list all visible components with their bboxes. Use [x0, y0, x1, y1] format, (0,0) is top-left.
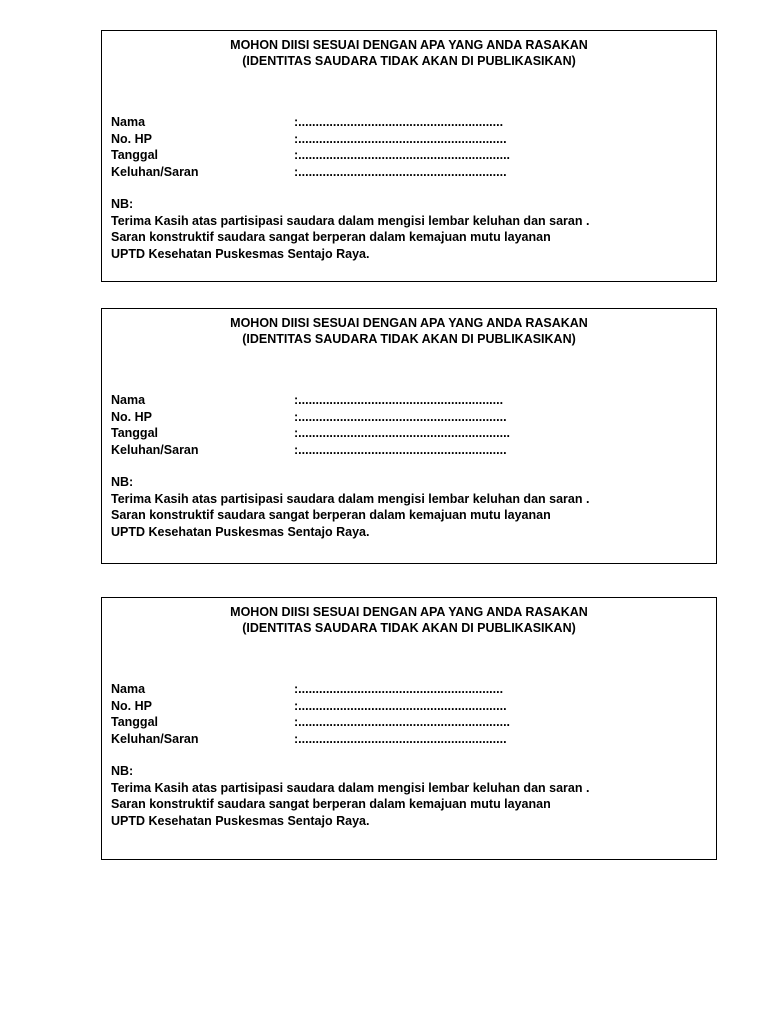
- field-label-keluhan-saran: Keluhan/Saran: [111, 442, 199, 457]
- field-row-keluhan-saran: [111, 442, 706, 459]
- note-line3: UPTD Kesehatan Puskesmas Sentajo Raya.: [111, 813, 370, 828]
- form-fields: [111, 114, 706, 180]
- form-note: [111, 196, 706, 262]
- form-header-line2: (IDENTITAS SAUDARA TIDAK AKAN DI PUBLIKASIKAN): [242, 621, 576, 635]
- form-header: [102, 315, 716, 347]
- feedback-form-3: [101, 597, 717, 860]
- field-row-no-hp: [111, 409, 706, 426]
- field-label-keluhan-saran: Keluhan/Saran: [111, 731, 199, 746]
- field-row-tanggal: [111, 714, 706, 731]
- field-label-tanggal: Tanggal: [111, 148, 158, 162]
- field-blank-keluhan-saran: :............................................................: [294, 731, 507, 746]
- field-blank-nama: :...........................................................: [294, 393, 504, 407]
- field-label-keluhan-saran: Keluhan/Saran: [111, 164, 199, 179]
- form-header-line1: MOHON DIISI SESUAI DENGAN APA YANG ANDA RASAKAN: [230, 605, 588, 619]
- field-blank-no-hp: :............................................................: [294, 409, 507, 424]
- field-row-keluhan-saran: [111, 731, 706, 748]
- note-line3: UPTD Kesehatan Puskesmas Sentajo Raya.: [111, 524, 370, 539]
- note-title: NB:: [111, 475, 134, 489]
- field-label-no-hp: No. HP: [111, 131, 152, 146]
- note-line2: Saran konstruktif saudara sangat berperan dalam kemajuan mutu layanan: [111, 230, 551, 244]
- field-label-no-hp: No. HP: [111, 698, 152, 713]
- feedback-form-1: [101, 30, 717, 282]
- field-blank-keluhan-saran: :............................................................: [294, 442, 507, 457]
- note-title: NB:: [111, 764, 134, 778]
- form-header-line2: (IDENTITAS SAUDARA TIDAK AKAN DI PUBLIKASIKAN): [242, 54, 576, 68]
- field-blank-tanggal: :.............................................................: [294, 148, 511, 162]
- field-row-keluhan-saran: [111, 164, 706, 181]
- note-line1: Terima Kasih atas partisipasi saudara dalam mengisi lembar keluhan dan saran .: [111, 213, 590, 228]
- field-blank-no-hp: :............................................................: [294, 131, 507, 146]
- field-row-tanggal: [111, 147, 706, 164]
- field-label-nama: Nama: [111, 115, 146, 129]
- field-label-nama: Nama: [111, 682, 146, 696]
- field-row-tanggal: [111, 425, 706, 442]
- field-row-no-hp: [111, 131, 706, 148]
- note-title: NB:: [111, 197, 134, 211]
- field-blank-no-hp: :............................................................: [294, 698, 507, 713]
- field-row-nama: [111, 681, 706, 698]
- field-blank-tanggal: :.............................................................: [294, 426, 511, 440]
- note-line2: Saran konstruktif saudara sangat berperan dalam kemajuan mutu layanan: [111, 508, 551, 522]
- note-line1: Terima Kasih atas partisipasi saudara dalam mengisi lembar keluhan dan saran .: [111, 780, 590, 795]
- note-line3: UPTD Kesehatan Puskesmas Sentajo Raya.: [111, 246, 370, 261]
- field-label-tanggal: Tanggal: [111, 715, 158, 729]
- feedback-form-2: [101, 308, 717, 564]
- form-header-line1: MOHON DIISI SESUAI DENGAN APA YANG ANDA RASAKAN: [230, 316, 588, 330]
- field-blank-tanggal: :.............................................................: [294, 715, 511, 729]
- field-row-nama: [111, 114, 706, 131]
- form-note: [111, 763, 706, 829]
- form-header: [102, 604, 716, 636]
- field-row-nama: [111, 392, 706, 409]
- form-header-line2: (IDENTITAS SAUDARA TIDAK AKAN DI PUBLIKASIKAN): [242, 332, 576, 346]
- field-row-no-hp: [111, 698, 706, 715]
- form-fields: [111, 392, 706, 458]
- note-line2: Saran konstruktif saudara sangat berperan dalam kemajuan mutu layanan: [111, 797, 551, 811]
- field-label-nama: Nama: [111, 393, 146, 407]
- form-header: [102, 37, 716, 69]
- note-line1: Terima Kasih atas partisipasi saudara dalam mengisi lembar keluhan dan saran .: [111, 491, 590, 506]
- field-blank-keluhan-saran: :............................................................: [294, 164, 507, 179]
- form-header-line1: MOHON DIISI SESUAI DENGAN APA YANG ANDA RASAKAN: [230, 38, 588, 52]
- field-label-no-hp: No. HP: [111, 409, 152, 424]
- form-fields: [111, 681, 706, 747]
- field-label-tanggal: Tanggal: [111, 426, 158, 440]
- field-blank-nama: :...........................................................: [294, 682, 504, 696]
- field-blank-nama: :...........................................................: [294, 115, 504, 129]
- form-note: [111, 474, 706, 540]
